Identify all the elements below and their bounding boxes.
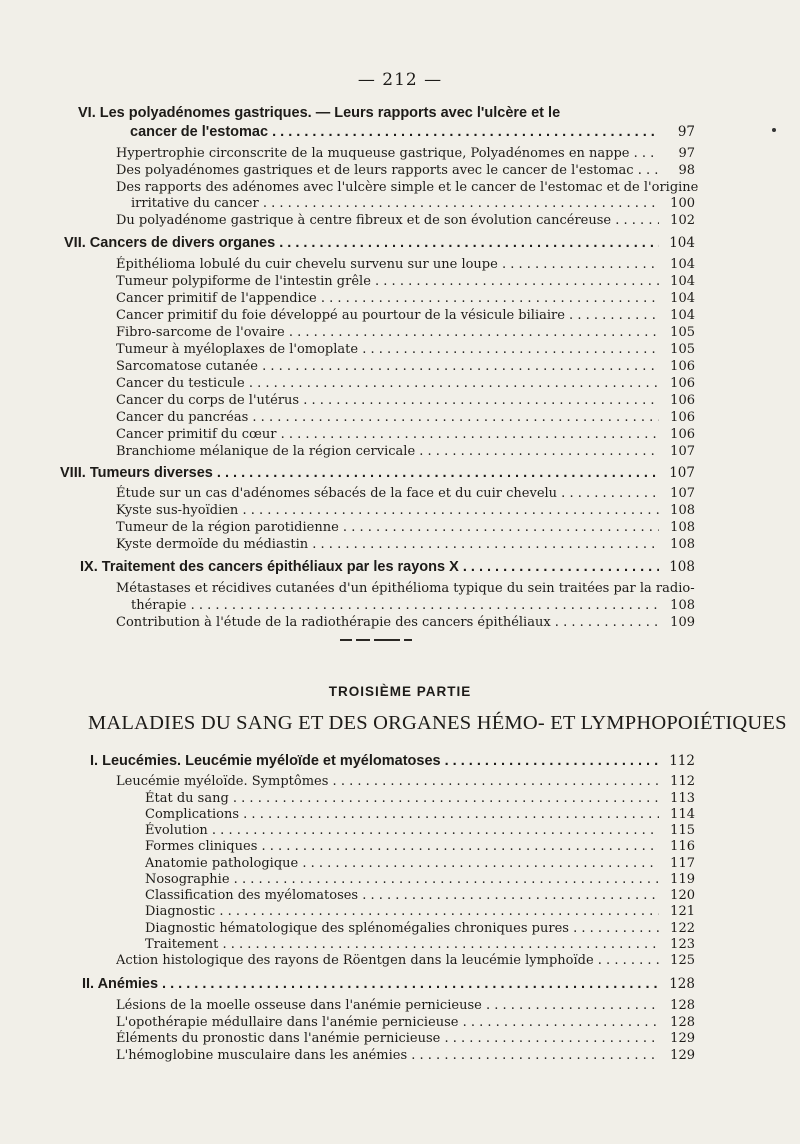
toc-subentry: Diagnostic hématologique des splénomégalies chroniques pures . . . 122: [0, 920, 800, 938]
section-vi-line1: VI. Les polyadénomes gastriques. — Leurs rapports avec l'ulcère et le: [78, 105, 561, 121]
toc-entry: Cancer du testicule . . . 106: [0, 375, 800, 393]
toc-entry: Hypertrophie circonscrite de la muqueuse gastrique, Polyadénomes en nappe . . . 97: [0, 145, 800, 163]
section-vi: [0, 123, 800, 141]
toc-entry: Des polyadénomes gastriques et de leurs rapports avec le cancer de l'estomac . . . 98: [0, 162, 800, 180]
toc-entry: L'opothérapie médullaire dans l'anémie pernicieuse . . . 128: [0, 1014, 800, 1032]
page-number: — 212 —: [357, 70, 443, 90]
toc-subentry: Complications . . . 114: [0, 806, 800, 824]
section-viii: VIII. Tumeurs diverses . . . 107: [0, 464, 800, 482]
part-title: MALADIES DU SANG ET DES ORGANES HÉMO- ET LYMPHOPOIÉTIQUES: [88, 712, 787, 734]
toc-entry: Cancer du pancréas . . . 106: [0, 409, 800, 427]
toc-entry: irritative du cancer . . . 100: [0, 195, 800, 213]
toc-entry: Kyste dermoïde du médiastin . . . 108: [0, 536, 800, 554]
toc-subentry: Traitement . . . 123: [0, 936, 800, 954]
toc-entry: Tumeur de la région parotidienne . . . 108: [0, 519, 800, 537]
toc-entry: L'hémoglobine musculaire dans les anémies . . . 129: [0, 1047, 800, 1065]
toc-entry: Cancer primitif du foie développé au pourtour de la vésicule biliaire . . . 104: [0, 307, 800, 325]
toc-entry: Éléments du pronostic dans l'anémie pernicieuse . . . 129: [0, 1030, 800, 1048]
toc-entry: Cancer du corps de l'utérus . . . 106: [0, 392, 800, 410]
toc-entry: Cancer primitif de l'appendice . . . 104: [0, 290, 800, 308]
toc-entry: thérapie . . . 108: [0, 597, 800, 615]
section-vi-title-l2: cancer de l'estomac . . .: [130, 123, 659, 141]
section-vi-title-l1: Les polyadénomes gastriques. — Leurs rapports avec l'ulcère et le: [99, 105, 561, 121]
section-divider-ornament: [340, 637, 412, 643]
toc-entry: Sarcomatose cutanée . . . 106: [0, 358, 800, 376]
toc-subentry: Classification des myélomatoses . . . 120: [0, 887, 800, 905]
toc-entry-line1: Des rapports des adénomes avec l'ulcère simple et le cancer de l'estomac et de l'origine: [116, 180, 699, 195]
toc-entry: Kyste sus-hyoïdien . . . 108: [0, 502, 800, 520]
section-vii: VII. Cancers de divers organes . . . 104: [0, 234, 800, 252]
part-label: TROISIÈME PARTIE: [328, 684, 472, 699]
section-vi-page: 97: [677, 124, 695, 140]
toc-entry: Branchiome mélanique de la région cervicale . . . 107: [0, 443, 800, 461]
section-viii-title: Tumeurs diverses: [89, 465, 213, 481]
section-i: I. Leucémies. Leucémie myéloïde et myélomatoses . . . 112: [0, 752, 800, 770]
section-vii-title: Cancers de divers organes: [89, 235, 276, 251]
toc-entry: Contribution à l'étude de la radiothérapie des cancers épithéliaux . . . 109: [0, 614, 800, 632]
toc-subentry: Anatomie pathologique . . . 117: [0, 855, 800, 873]
toc-entry: Du polyadénome gastrique à centre fibreux et de son évolution cancéreuse . . . 102: [0, 212, 800, 230]
toc-subentry: État du sang . . . 113: [0, 790, 800, 808]
toc-entry-line1: Métastases et récidives cutanées d'un épithélioma typique du sein traitées par la radio-: [116, 581, 695, 596]
toc-entry: Cancer primitif du cœur . . . 106: [0, 426, 800, 444]
toc-entry: Fibro-sarcome de l'ovaire . . . 105: [0, 324, 800, 342]
toc-entry: Action histologique des rayons de Röentgen dans la leucémie lymphoïde . . . 125: [0, 952, 800, 970]
section-ii-title: Anémies: [97, 976, 159, 992]
section-ix-title: Traitement des cancers épithéliaux par les rayons X: [101, 559, 459, 575]
toc-subentry: Nosographie . . . 119: [0, 871, 800, 889]
toc-subentry: Évolution . . . 115: [0, 822, 800, 840]
section-ii: II. Anémies . . . 128: [0, 975, 800, 993]
toc-subentry: Diagnostic . . . 121: [0, 903, 800, 921]
toc-entry: Épithélioma lobulé du cuir chevelu survenu sur une loupe . . . 104: [0, 256, 800, 274]
toc-subentry: Formes cliniques . . . 116: [0, 838, 800, 856]
section-i-title: Leucémies. Leucémie myéloïde et myélomatoses: [102, 753, 441, 769]
section-ix: IX. Traitement des cancers épithéliaux par les rayons X . . . 108: [0, 558, 800, 576]
toc-entry: Leucémie myéloïde. Symptômes . . . 112: [0, 773, 800, 791]
toc-entry: Tumeur polypiforme de l'intestin grêle . . . 104: [0, 273, 800, 291]
toc-entry: Étude sur un cas d'adénomes sébacés de la face et du cuir chevelu . . . 107: [0, 485, 800, 503]
toc-entry: Tumeur à myéloplaxes de l'omoplate . . . 105: [0, 341, 800, 359]
toc-entry: Lésions de la moelle osseuse dans l'anémie pernicieuse . . . 128: [0, 997, 800, 1015]
